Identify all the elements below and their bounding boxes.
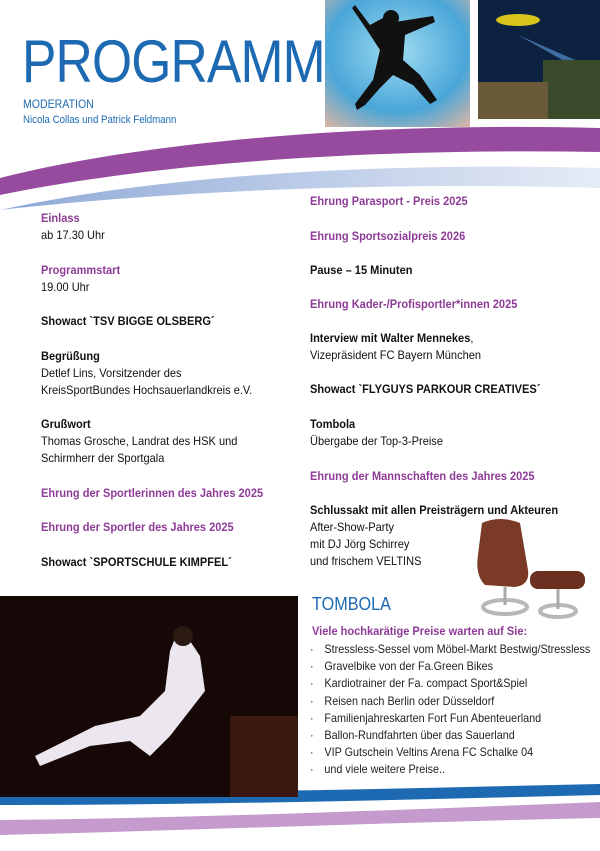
program-item-detail: ab 17.30 Uhr — [41, 228, 105, 242]
program-item-detail: Übergabe der Top-3-Preise — [310, 434, 443, 448]
program-item — [310, 296, 517, 313]
stunt-show-photo — [478, 0, 600, 119]
bullet: · — [310, 676, 314, 691]
bullet: · — [310, 762, 314, 777]
prize-item — [310, 727, 590, 744]
program-item-title: Begrüßung — [41, 349, 100, 363]
program-item — [310, 468, 535, 485]
program-item-title: Pause – 15 Minuten — [310, 263, 413, 277]
program-item-detail: Detlef Lins, Vorsitzender des — [41, 366, 182, 380]
program-item-title: Programmstart — [41, 263, 121, 277]
program-item — [41, 313, 215, 330]
program-item — [41, 519, 234, 536]
bullet: · — [310, 693, 314, 708]
page-title: PROGRAMM — [22, 28, 325, 95]
prize-item — [310, 710, 590, 727]
prize-label: Gravelbike von der Fa.Green Bikes — [324, 659, 494, 674]
moderators: Nicola Collas und Patrick Feldmann — [23, 114, 177, 126]
program-item — [41, 348, 252, 399]
program-item — [310, 330, 481, 364]
program-item-title: Ehrung der Sportler des Jahres 2025 — [41, 520, 234, 534]
prize-label: und viele weitere Preise.. — [324, 762, 446, 777]
program-item — [310, 193, 468, 210]
moderation-label: MODERATION — [23, 97, 94, 111]
taekwondo-kick-photo — [0, 596, 298, 797]
title-suffix: , — [470, 331, 474, 345]
prize-label: Kardiotrainer der Fa. compact Sport&Spiel — [324, 676, 528, 691]
tombola-subheading: Viele hochkarätige Preise warten auf Sie: — [312, 624, 528, 638]
prize-item — [310, 641, 590, 658]
program-item-title: Ehrung der Sportlerinnen des Jahres 2025 — [41, 486, 264, 500]
program-item-title: Showact `FLYGUYS PARKOUR CREATIVES´ — [310, 382, 541, 396]
program-item-title: Ehrung Sportsozialpreis 2026 — [310, 229, 466, 243]
program-item-detail: Thomas Grosche, Landrat des HSK und — [41, 434, 238, 448]
armchair-image — [470, 515, 595, 620]
program-item-title: Showact `SPORTSCHULE KIMPFEL´ — [41, 555, 232, 569]
program-item — [310, 262, 412, 279]
program-item — [41, 262, 120, 296]
prize-item — [310, 675, 590, 692]
program-item — [310, 381, 540, 398]
prize-item — [310, 658, 590, 675]
program-item — [41, 485, 263, 502]
program-item-detail: Vizepräsident FC Bayern München — [310, 348, 482, 362]
program-item-title: Interview mit Walter Mennekes — [310, 331, 471, 345]
program-item-detail: KreisSportBundes Hochsauerlandkreis e.V. — [41, 383, 253, 397]
bullet: · — [310, 659, 314, 674]
program-item-detail: mit DJ Jörg Schirrey — [310, 537, 410, 551]
bullet: · — [310, 642, 314, 656]
program-item-detail: After-Show-Party — [310, 520, 395, 534]
prize-list — [310, 641, 590, 779]
program-item — [310, 416, 443, 450]
program-item-title: Showact `TSV BIGGE OLSBERG´ — [41, 314, 215, 328]
program-item-title: Ehrung Kader-/Profisportler*innen 2025 — [310, 297, 518, 311]
program-item — [41, 416, 237, 467]
program-item-title: Grußwort — [41, 417, 91, 431]
tombola-heading: TOMBOLA — [312, 594, 391, 614]
prize-label: Reisen nach Berlin oder Düsseldorf — [324, 693, 495, 708]
prize-label: Familienjahreskarten Fort Fun Abenteuerland — [324, 710, 542, 725]
program-item-title: Schlussakt mit allen Preisträgern und Akteuren — [310, 503, 559, 517]
prize-item — [310, 761, 590, 778]
program-item-detail: Schirmherr der Sportgala — [41, 451, 165, 465]
program-item-title: Ehrung Parasport - Preis 2025 — [310, 194, 468, 208]
program-item-title: Einlass — [41, 211, 80, 225]
prize-label: Stressless-Sessel vom Möbel-Markt Bestwig/Stressless — [324, 642, 591, 656]
prize-item — [310, 744, 590, 761]
prize-item — [310, 693, 590, 710]
program-item-detail: 19.00 Uhr — [41, 280, 90, 294]
program-item — [41, 210, 105, 244]
program-item-title-row — [310, 330, 481, 347]
program-item-title: Tombola — [310, 417, 356, 431]
program-item — [310, 228, 465, 245]
jumping-silhouette-photo — [325, 0, 470, 127]
program-item-detail: und frischem VELTINS — [310, 554, 422, 568]
bullet: · — [310, 745, 314, 760]
bullet: · — [310, 728, 314, 743]
bullet: · — [310, 710, 314, 725]
prize-label: VIP Gutschein Veltins Arena FC Schalke 04 — [324, 745, 534, 760]
program-item-title: Ehrung der Mannschaften des Jahres 2025 — [310, 469, 535, 483]
prize-label: Ballon-Rundfahrten über das Sauerland — [324, 728, 515, 743]
program-item — [41, 554, 232, 571]
